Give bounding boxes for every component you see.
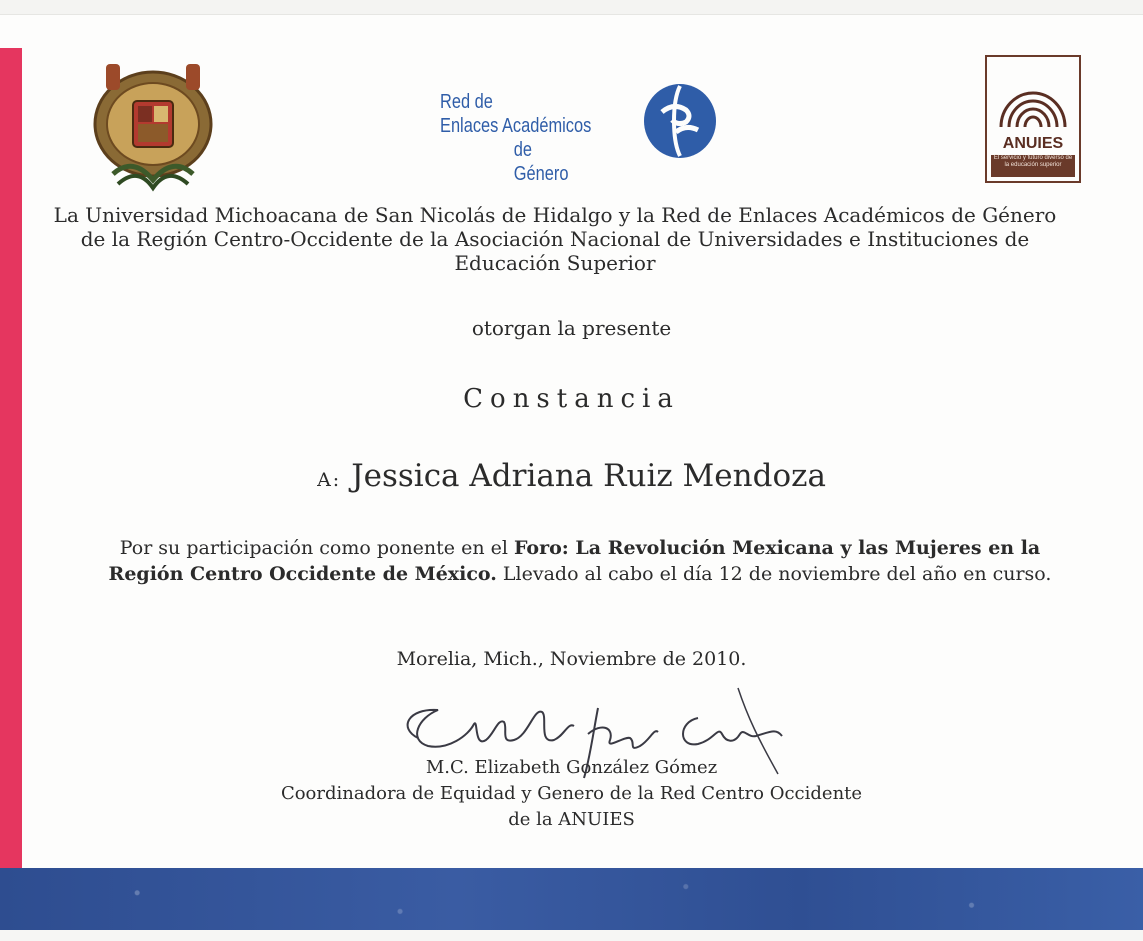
top-edge bbox=[0, 0, 1143, 15]
recipient-line bbox=[0, 458, 1143, 494]
recipient-name: Jessica Adriana Ruiz Mendoza bbox=[351, 458, 826, 494]
issuer-statement: La Universidad Michoacana de San Nicolás de Hidalgo y la Red de Enlaces Académicos de Género de la Región Centro-Occidente de la Asociación Nacional de Universidades e Instituciones de Educación Superior bbox=[53, 203, 1057, 275]
red-enlaces-line1: Red de bbox=[440, 91, 493, 113]
anuies-arches-icon bbox=[987, 57, 1079, 137]
bottom-decorative-band bbox=[0, 868, 1143, 930]
participation-lead: Por su participación como ponente en el bbox=[119, 537, 514, 559]
university-seal-icon bbox=[88, 56, 218, 196]
participation-statement bbox=[100, 535, 1060, 587]
signer-role: Coordinadora de Equidad y Genero de la Red Centro Occidente bbox=[280, 783, 863, 804]
place-and-date: Morelia, Mich., Noviembre de 2010. bbox=[396, 648, 747, 670]
recipient-prefix: A: bbox=[317, 469, 342, 491]
red-enlaces-line2: Enlaces Académicos bbox=[440, 115, 592, 137]
certificate-title: Constancia bbox=[463, 384, 680, 414]
participation-tail: Llevado al cabo el día 12 de noviembre del año en curso. bbox=[496, 563, 1052, 585]
red-enlaces-emblem-icon bbox=[642, 82, 718, 160]
anuies-motto: El servicio y futuro diverso de la educación superior bbox=[991, 155, 1075, 177]
grant-line: otorgan la presente bbox=[471, 316, 672, 340]
red-enlaces-wordmark bbox=[440, 90, 592, 186]
signer-organization: de la ANUIES bbox=[508, 809, 635, 830]
anuies-logo bbox=[985, 55, 1081, 183]
red-enlaces-logo bbox=[440, 78, 730, 185]
signer-name: M.C. Elizabeth González Gómez bbox=[425, 757, 718, 778]
bottom-edge bbox=[0, 930, 1143, 941]
forum-title: Foro: La Revolución Mexicana y las Mujeres en la Región Centro Occidente de México. bbox=[108, 537, 1041, 585]
anuies-name: ANUIES bbox=[1002, 135, 1064, 152]
red-enlaces-line3: de Género bbox=[513, 139, 569, 185]
